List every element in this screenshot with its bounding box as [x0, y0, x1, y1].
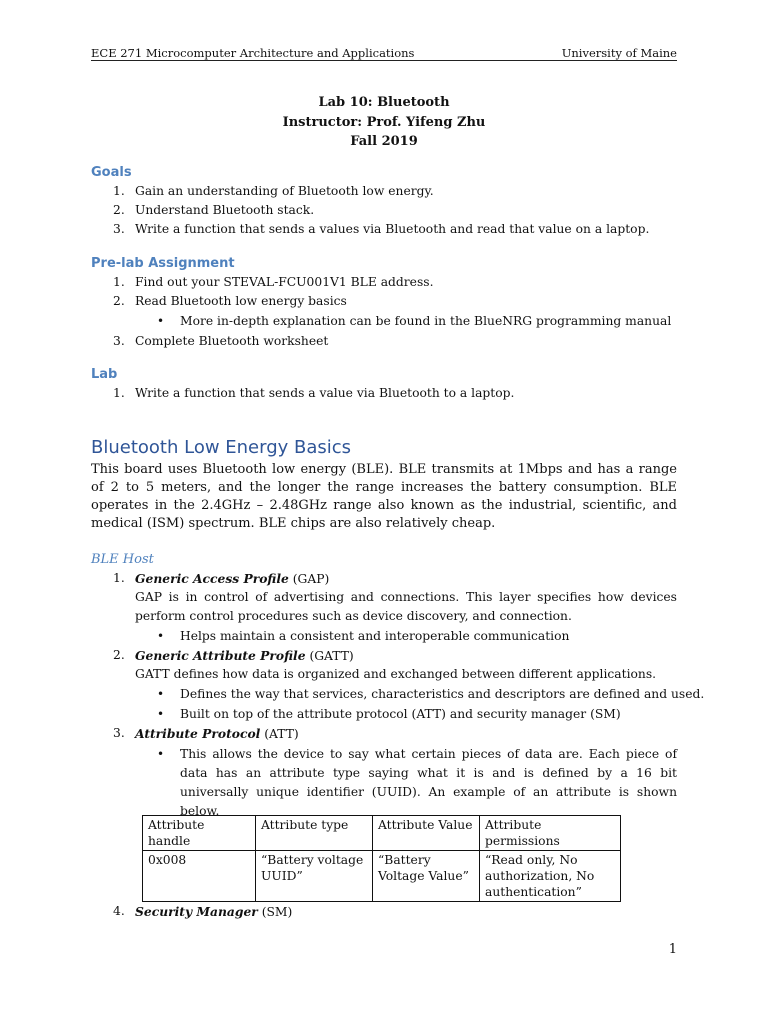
attribute-table: [142, 815, 621, 902]
table-cell: “Battery voltage UUID”: [256, 851, 373, 902]
table-header-cell: Attribute type: [256, 816, 373, 851]
prelab-heading: Pre-lab Assignment: [91, 256, 235, 271]
table-header-cell: Attribute Value: [373, 816, 480, 851]
ble-basics-heading: Bluetooth Low Energy Basics: [91, 437, 352, 458]
table-header-cell: Attribute handle: [143, 816, 256, 851]
instructor: Instructor: Prof. Yifeng Zhu: [282, 114, 486, 130]
term: Fall 2019: [350, 134, 418, 149]
ble-basics-paragraph: This board uses Bluetooth low energy (BLE). BLE transmits at 1Mbps and has a range of 2 to 5 meters, and the longer the range increases the battery consumption. BLE operates in the 2.4GHz – 2.48GHz range also known as the industrial, scientific, and medical (ISM) spectrum. BLE chips are also relatively cheap.: [91, 462, 677, 531]
lab-title: Lab 10: Bluetooth: [318, 95, 450, 110]
att-bullet-text: This allows the device to say what certain pieces of data are. Each piece of data has an attribute type saying what it is and is defined by a 16 bit universally unique identifier (UUID). An example of an attribute is shown below.: [180, 747, 677, 818]
table-header-row: [143, 816, 621, 851]
header-rule: [91, 60, 677, 61]
header-university: University of Maine: [561, 46, 677, 60]
goals-heading: Goals: [91, 165, 132, 180]
table-cell: “Read only, No authorization, No authentication”: [480, 851, 621, 902]
ble-host-heading: BLE Host: [91, 552, 154, 567]
title-block: [91, 93, 677, 152]
page-number: 1: [668, 942, 677, 957]
lab-heading: Lab: [91, 367, 118, 382]
table-cell: “Battery Voltage Value”: [373, 851, 480, 902]
table-row: [143, 851, 621, 902]
table-header-cell: Attribute permissions: [480, 816, 621, 851]
table-cell: 0x008: [143, 851, 256, 902]
header-course: ECE 271 Microcomputer Architecture and Applications: [91, 46, 415, 60]
gap-description: GAP is in control of advertising and connections. This layer specifies how devices perform control procedures such as device discovery, and connection.: [135, 590, 677, 623]
